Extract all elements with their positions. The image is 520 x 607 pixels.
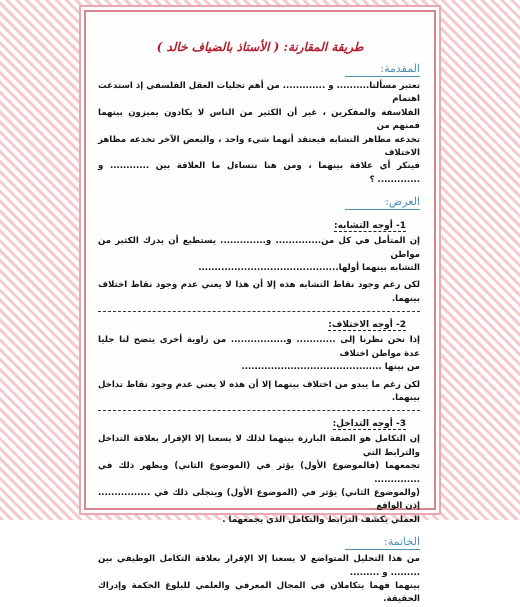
intro-line: الفلاسفة والمفكرين ، غير أن الكثير من الناس لا يكادون يميزون بينهما فمنهم من — [98, 107, 420, 132]
similarity-line: التشابه بينهما أولها........................................... — [198, 263, 420, 274]
intro-line: تعتبر مسألتا.......... و ............. من أهم تجليات العقل الفلسفي إذ استدعت اهتمام — [98, 81, 420, 105]
overlap-line: تجمعهما (فالموضوع الأول) يؤثر في (الموضوع الثاني) ويظهر ذلك في .............. — [98, 461, 420, 485]
conclusion-heading: الخاتمة: — [345, 535, 420, 550]
conclusion-paragraph — [98, 553, 420, 607]
difference-line: من بينها ........................................... — [241, 362, 420, 373]
body-heading: العرض: — [345, 195, 420, 210]
title-text: طريقة المقارنة: — [283, 40, 364, 54]
overlap-line: إن التكامل هو الصفة البارزة بينهما لذلك لا يسعنا إلا الإقرار بعلاقة التداخل والترابط التي — [98, 434, 420, 458]
document-title — [86, 40, 434, 54]
similarity-paragraph — [98, 235, 420, 306]
title-author: ( الأستاذ بالضياف خالد ) — [156, 40, 280, 54]
overlap-line: (والموضوع الثاني) يؤثر في (الموضوع الأول) ويتجلى ذلك في ................ إذن الواقع — [98, 487, 420, 512]
overlap-heading: 3- أوجه التداخل: — [332, 419, 406, 430]
intro-heading: المقدمة: — [345, 62, 420, 77]
similarity-conclusion: لكن رغم وجود نقاط التشابه هذه إلا أن هذا لا يعني عدم وجود نقاط اختلاف بينهما. — [98, 280, 420, 304]
conclusion-line: بينهما فهما يتكاملان في المجال المعرفي والعلمي للبلوغ الحكمة وإدراك الحقيقة. — [98, 580, 420, 605]
document-page — [84, 10, 436, 605]
intro-line: تخدعه مظاهر التشابه فيعتقد أنهما شيء واحد ، والبعض الآخر تخدعه مظاهر الاختلاف — [98, 134, 420, 159]
similarity-heading: 1- أوجه التشابه: — [333, 221, 406, 232]
difference-conclusion: لكن رغم ما يبدو من اختلاف بينهما إلا أن هذه لا يعني عدم وجود نقاط تداخل بينهما. — [98, 379, 420, 403]
overlap-line: العملي يكشف الترابط والتكامل الذي يجمعهما . — [222, 514, 420, 525]
conclusion-line: من هذا التحليل المتواضع لا يسعنا إلا الإقرار بعلاقة التكامل الوظيفي بين ......... و ......... — [98, 554, 420, 578]
difference-heading: 2- أوجه الاختلاف: — [328, 320, 406, 331]
difference-line: إذا نحن نظرنا إلى ............ و................. من زاوية أخرى يتضح لنا جليا عدة مواطن اختلاف — [98, 335, 420, 359]
overlap-paragraph — [98, 433, 420, 527]
difference-paragraph — [98, 334, 420, 405]
intro-paragraph — [98, 80, 420, 187]
intro-line: فينكر أي علاقة بينهما ، ومن هنا نتساءل ما العلاقة بين ............ و ............. ؟ — [98, 161, 420, 185]
similarity-line: إن المتأمل في كل من.............. و.............. يستطيع أن يدرك الكثير من مواطن — [98, 236, 420, 260]
